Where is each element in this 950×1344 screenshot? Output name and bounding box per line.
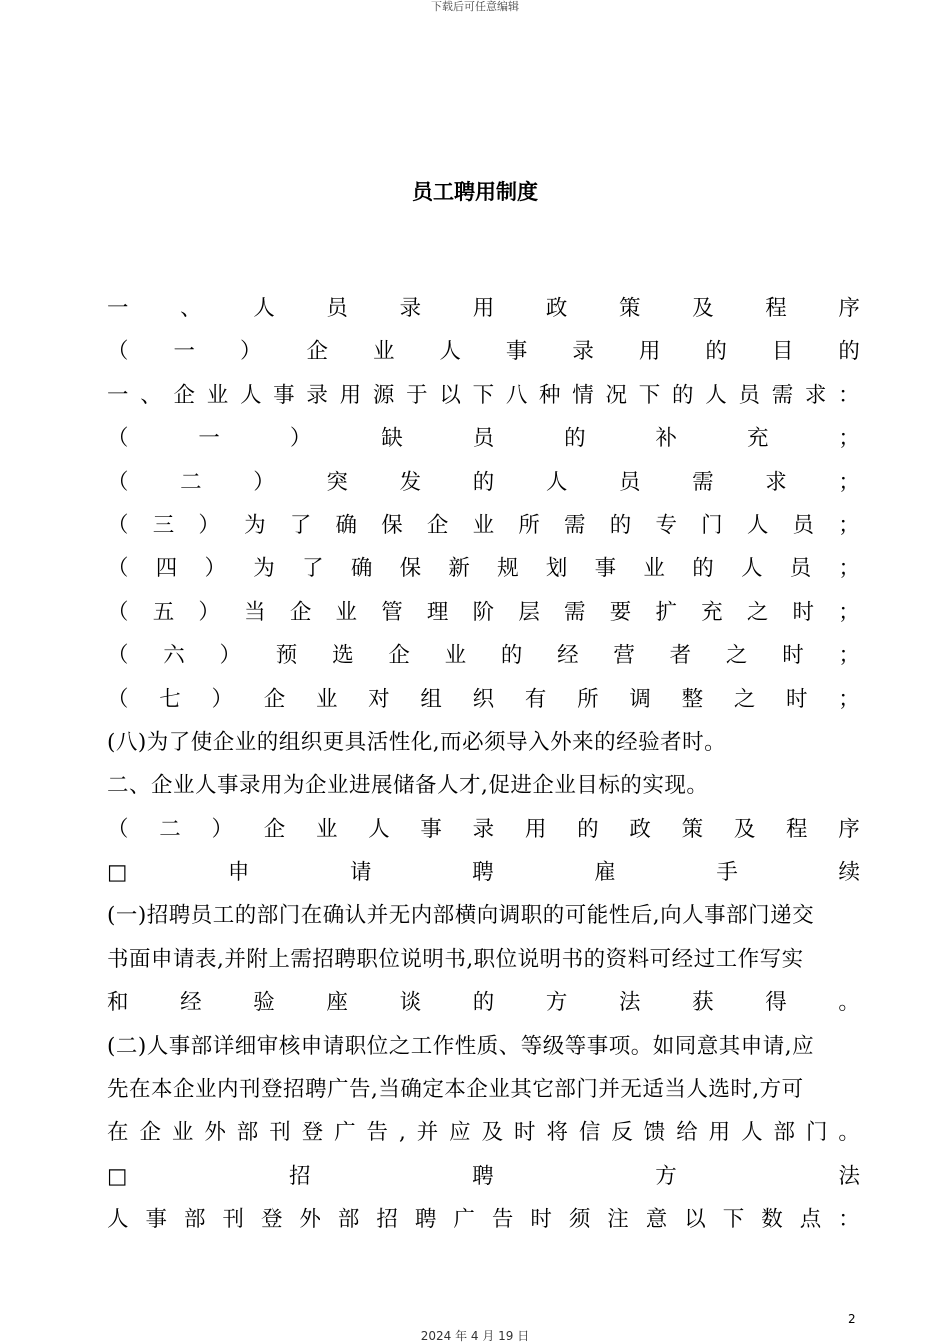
paragraph-line: 先在本企业内刊登招聘广告,当确定本企业其它部门并无适当人选时,方可 (107, 1077, 804, 1103)
paragraph-line: （ 二 ） 企 业 人 事 录 用 的 政 策 及 程 序 (107, 816, 860, 842)
paragraph-line: （ 一 ） 缺 员 的 补 充 ； (107, 426, 860, 452)
paragraph-line: □ 申 请 聘 雇 手 续 (107, 860, 860, 886)
document-body (107, 287, 860, 1242)
paragraph-line: (一)招聘员工的部门在确认并无内部横向调职的可能性后,向人事部门递交 (107, 903, 815, 929)
paragraph-line: （ 三 ） 为 了 确 保 企 业 所 需 的 专 门 人 员 ； (107, 512, 860, 538)
page-header: 下载后可任意编辑 (431, 0, 519, 13)
paragraph-line: (八)为了使企业的组织更具活性化,而必须导入外来的经验者时。 (107, 729, 727, 755)
paragraph-line: （ 四 ） 为 了 确 保 新 规 划 事 业 的 人 员 ； (107, 556, 860, 582)
paragraph-line: 在 企 业 外 部 刊 登 广 告 , 并 应 及 时 将 信 反 馈 给 用 人 部 门 。 (107, 1120, 860, 1146)
paragraph-line: 一 、 企 业 人 事 录 用 源 于 以 下 八 种 情 况 下 的 人 员 需 求 ： (107, 382, 860, 408)
paragraph-line: 二、企业人事录用为企业进展储备人才,促进企业目标的实现。 (107, 773, 709, 799)
paragraph-line: □ 招 聘 方 法 (107, 1163, 860, 1189)
paragraph-line: （ 六 ） 预 选 企 业 的 经 营 者 之 时 ； (107, 643, 860, 669)
page-footer-date: 2024 年 4 月 19 日 (420, 1329, 530, 1343)
document-title: 员工聘用制度 (412, 180, 538, 204)
paragraph-line: （ 五 ） 当 企 业 管 理 阶 层 需 要 扩 充 之 时 ； (107, 599, 860, 625)
page-number: 2 (848, 1312, 856, 1326)
paragraph-line: （ 二 ） 突 发 的 人 员 需 求 ； (107, 469, 860, 495)
paragraph-line: 和 经 验 座 谈 的 方 法 获 得 。 (107, 990, 860, 1016)
paragraph-line: (二)人事部详细审核申请职位之工作性质、等级等事项。如同意其申请,应 (107, 1033, 815, 1059)
paragraph-line: 书面申请表,并附上需招聘职位说明书,职位说明书的资料可经过工作写实 (107, 946, 804, 972)
paragraph-line: （ 一 ） 企 业 人 事 录 用 的 目 的 (107, 339, 860, 365)
paragraph-line: 一 、 人 员 录 用 政 策 及 程 序 (107, 296, 860, 321)
paragraph-line: （ 七 ） 企 业 对 组 织 有 所 调 整 之 时 ； (107, 686, 860, 712)
paragraph-line: 人 事 部 刊 登 外 部 招 聘 广 告 时 须 注 意 以 下 数 点 ： (107, 1207, 860, 1233)
